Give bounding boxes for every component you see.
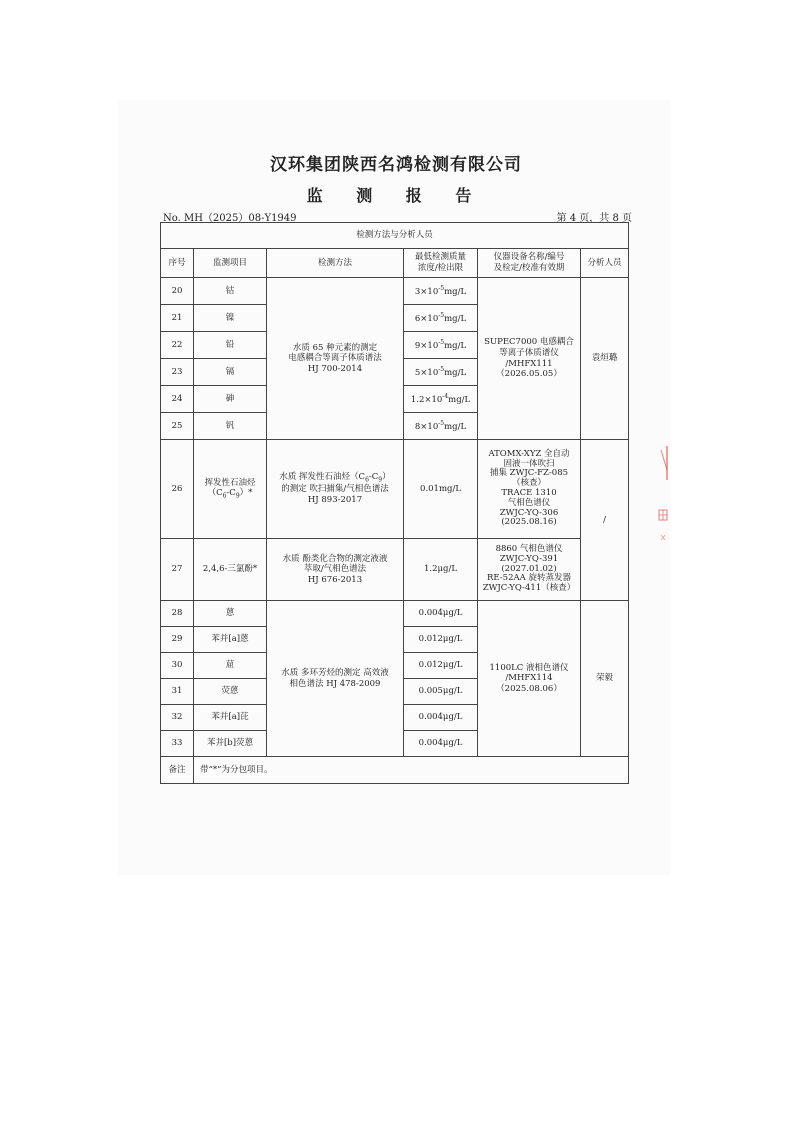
col-header-instrument: 仪器设备名称/编号 及检定/校准有效期: [478, 249, 581, 278]
row-item: 苯并[a]蒽: [194, 627, 267, 653]
row-limit: 0.004μg/L: [404, 705, 478, 731]
method-cell-group1: 水质 65 种元素的测定 电感耦合等离子体质谱法 HJ 700-2014: [267, 278, 404, 440]
row-limit: 0.004μg/L: [404, 601, 478, 627]
row-method: 水质 酚类化合物的测定液液 萃取/气相色谱法 HJ 676-2013: [267, 539, 404, 601]
row-no: 25: [161, 413, 194, 440]
note-text: 带“*”为分包项目。: [194, 757, 629, 784]
row-no: 20: [161, 278, 194, 305]
analyst-cell-group3: 荣毅: [581, 601, 629, 757]
col-header-method: 检测方法: [267, 249, 404, 278]
note-row: [161, 757, 629, 784]
table-row: [161, 601, 629, 627]
row-no: 28: [161, 601, 194, 627]
row-limit: 0.01mg/L: [404, 440, 478, 539]
row-item: 2,4,6-三氯酚*: [194, 539, 267, 601]
row-no: 24: [161, 386, 194, 413]
report-number: No. MH（2025）08-Y1949: [163, 213, 297, 224]
row-item: 苯并[b]荧蒽: [194, 731, 267, 757]
analyst-cell-group2: /: [581, 440, 629, 601]
report-title: 监 测 报 告: [306, 186, 486, 205]
row-item: 砷: [194, 386, 267, 413]
row-item: 䓛: [194, 653, 267, 679]
row-limit: $3\times 10^{-5}mg/L$: [404, 278, 478, 305]
row-item: 镍: [194, 305, 267, 332]
row-item: 苯并[a]芘: [194, 705, 267, 731]
row-no: 31: [161, 679, 194, 705]
row-limit: $1.2\times 10^{-4}mg/L$: [404, 386, 478, 413]
row-limit: $8\times 10^{-5}mg/L$: [404, 413, 478, 440]
row-limit: $5\times 10^{-5}mg/L$: [404, 359, 478, 386]
table-header-row: [161, 249, 629, 278]
note-label: 备注: [161, 757, 194, 784]
table-section-title-row: [161, 223, 629, 249]
row-no: 32: [161, 705, 194, 731]
company-name: 汉环集团陕西名鸿检测有限公司: [270, 155, 522, 175]
page-info: 第 4 页，共 8 页: [556, 213, 632, 224]
row-item: 铅: [194, 332, 267, 359]
analyst-cell-group1: 袁烜璐: [581, 278, 629, 440]
methods-table: [160, 222, 629, 784]
row-no: 26: [161, 440, 194, 539]
col-header-analyst: 分析人员: [581, 249, 629, 278]
table-row: [161, 278, 629, 305]
section-title: 检测方法与分析人员: [161, 223, 629, 249]
row-no: 27: [161, 539, 194, 601]
row-instrument: ATOMX-XYZ 全自动 固液一体吹扫 捕集 ZWJC-FZ-085 （核查） TRACE 1310 气相色谱仪 ZWJC-YQ-306 (2025.08.16): [478, 440, 581, 539]
row-item: 荧蒽: [194, 679, 267, 705]
col-header-limit: 最低检测质量 浓度/检出限: [404, 249, 478, 278]
row-limit: 0.005μg/L: [404, 679, 478, 705]
col-header-no: 序号: [161, 249, 194, 278]
row-no: 30: [161, 653, 194, 679]
row-no: 23: [161, 359, 194, 386]
method-cell-group3: 水质 多环芳烃的测定 高效液 相色谱法 HJ 478-2009: [267, 601, 404, 757]
row-limit: $6\times 10^{-5}mg/L$: [404, 305, 478, 332]
row-limit: 1.2μg/L: [404, 539, 478, 601]
row-no: 22: [161, 332, 194, 359]
seal-stamp-fragment: [655, 440, 669, 560]
row-no: 29: [161, 627, 194, 653]
table-row: [161, 539, 629, 601]
row-no: 21: [161, 305, 194, 332]
row-instrument: 8860 气相色谱仪 ZWJC-YQ-391 (2027.01.02) RE-52AA 旋转蒸发器 ZWJC-YQ-411（核查）: [478, 539, 581, 601]
row-limit: 0.004μg/L: [404, 731, 478, 757]
row-item: 钴: [194, 278, 267, 305]
instrument-cell-group3: 1100LC 液相色谱仪 /MHFX114 （2025.08.06）: [478, 601, 581, 757]
row-item: 蒽: [194, 601, 267, 627]
row-item: 挥发性石油烃 $(C_6-C_9)*$: [194, 440, 267, 539]
row-limit: 0.012μg/L: [404, 627, 478, 653]
row-item: 镉: [194, 359, 267, 386]
instrument-cell-group1: SUPEC7000 电感耦合 等离子体质谱仪 /MHFX111 （2026.05.05）: [478, 278, 581, 440]
col-header-item: 监测项目: [194, 249, 267, 278]
row-limit: $9\times 10^{-5}mg/L$: [404, 332, 478, 359]
row-item: 钒: [194, 413, 267, 440]
row-no: 33: [161, 731, 194, 757]
row-method: 水质 挥发性石油烃$(C_6-C_9)$ 的测定 吹扫捕集/气相色谱法 HJ 893-2017: [267, 440, 404, 539]
table-row: [161, 440, 629, 539]
row-limit: 0.012μg/L: [404, 653, 478, 679]
